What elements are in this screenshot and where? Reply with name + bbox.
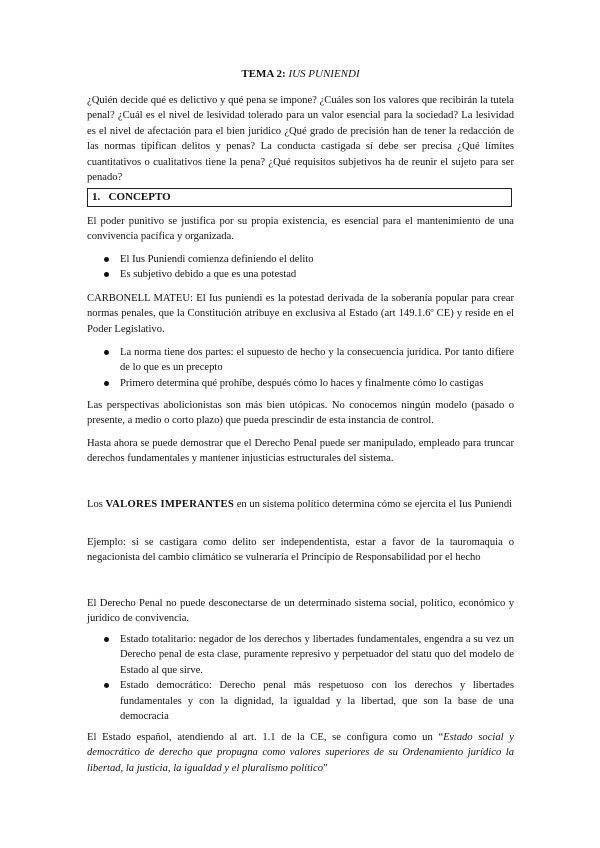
list-item-text: Primero determina qué prohíbe, después cómo lo haces y finalmente cómo lo castigas (120, 377, 484, 389)
valores-post: en un sistema político determina cómo se ejercita el Ius Puniendi (236, 499, 513, 510)
intro-paragraph: ¿Quién decide qué es delictivo y qué pena se impone? ¿Cuáles son los valores que recibirán la tutela penal? ¿Cuál es el nivel de lesividad tolerado para un valor esencial para la sociedad? La lesividad es el nivel de afectación para el bien jurídico ¿Qué grado de precisión han de tener la redacción de las normas tipifican delitos y penas? La conducta castigada sí debe ser precisa ¿Qué límites cuantitativos o cualitativos tiene la pena? ¿Qué requisitos subjetivos ha de reunir el sujeto para ser penado? (87, 95, 514, 184)
bullet-icon (104, 350, 109, 355)
section-heading (87, 188, 512, 207)
bullet-icon (104, 272, 109, 277)
paragraph-derecho-penal: El Derecho Penal no puede desconectarse de un determinado sistema social, político, económico y jurídico de convivencia. (87, 598, 514, 625)
list-item-text: La norma tiene dos partes: el supuesto de hecho y la consecuencia jurídica. Por tanto difiere de lo que es un precepto (120, 347, 514, 374)
list-item-text: Estado democrático: Derecho penal más respetuoso con los derechos y libertades fundamentales y con la dignidad, la igualdad y la libertad, que son la base de una democracia (120, 680, 514, 723)
valores-imperantes-term: VALORES IMPERANTES (105, 499, 235, 510)
valores-pre: Los (87, 499, 103, 510)
bullet-list-2 (87, 345, 514, 391)
paragraph-abolicionistas: Las perspectivas abolicionistas son más bien utópicas. No conocemos ningún modelo (pasado o presente, a medio o corto plazo) que pueda prescindir de esta instancia de control. (87, 400, 514, 427)
bullet-icon (104, 683, 109, 688)
title-number: TEMA 2: (241, 68, 286, 80)
page-title (87, 67, 514, 82)
paragraph-estado-espanol (87, 730, 514, 776)
list-item-text: Es subjetivo debido a que es una potestad (120, 269, 297, 281)
bullet-icon (104, 381, 109, 386)
paragraph-manipulado: Hasta ahora se puede demostrar que el Derecho Penal puede ser manipulado, empleado para truncar derechos fundamentales y mantener injusticias estructurales del sistema. (87, 438, 514, 465)
list-item (87, 267, 514, 282)
bullet-list-3 (87, 632, 514, 724)
list-item (87, 678, 514, 724)
paragraph-valores (87, 497, 514, 512)
list-item (87, 376, 514, 391)
bullet-list-1 (87, 252, 514, 283)
title-topic: IUS PUNIENDI (288, 68, 360, 80)
list-item-text: El Ius Puniendi comienza definiendo el delito (120, 254, 314, 265)
estado-post: ” (323, 762, 328, 774)
estado-quote: Estado social y democrático de derecho que propugna como valores superiores de su Ordenamiento jurídico la libertad, la justicia, la igualdad y el pluralismo político (87, 732, 514, 774)
list-item (87, 632, 514, 678)
bullet-icon (104, 257, 109, 262)
list-item-text: Estado totalitario: negador de los derechos y libertades fundamentales, engendra a su vez un Derecho penal de esta clase, puramente represivo y perpetuador del statu quo del modelo de Estado al que sirve. (120, 634, 514, 676)
section-label: CONCEPTO (108, 191, 171, 203)
paragraph-poder-punitivo: El poder punitivo se justifica por su propia existencia, es esencial para el mantenimiento de una convivencia pacífica y organizada. (87, 216, 514, 243)
list-item (87, 252, 514, 267)
paragraph-ejemplo: Ejemplo: si se castigara como delito ser independentista, estar a favor de la tauromaquia o negacionista del cambio climático se vulneraría el Principio de Responsabilidad por el hecho (87, 537, 514, 564)
estado-pre: El Estado español, atendiendo al art. 1.1 de la CE, se configura como un “ (87, 732, 444, 743)
list-item (87, 345, 514, 376)
paragraph-carbonell: CARBONELL MATEU: El Ius puniendi es la potestad derivada de la soberanía popular para crear normas penales, que la Constitución atribuye en exclusiva al Estado (art 149.1.6º CE) y reside en el Poder Legislativo. (87, 293, 514, 335)
bullet-icon (104, 637, 109, 642)
section-number: 1. (92, 191, 101, 203)
